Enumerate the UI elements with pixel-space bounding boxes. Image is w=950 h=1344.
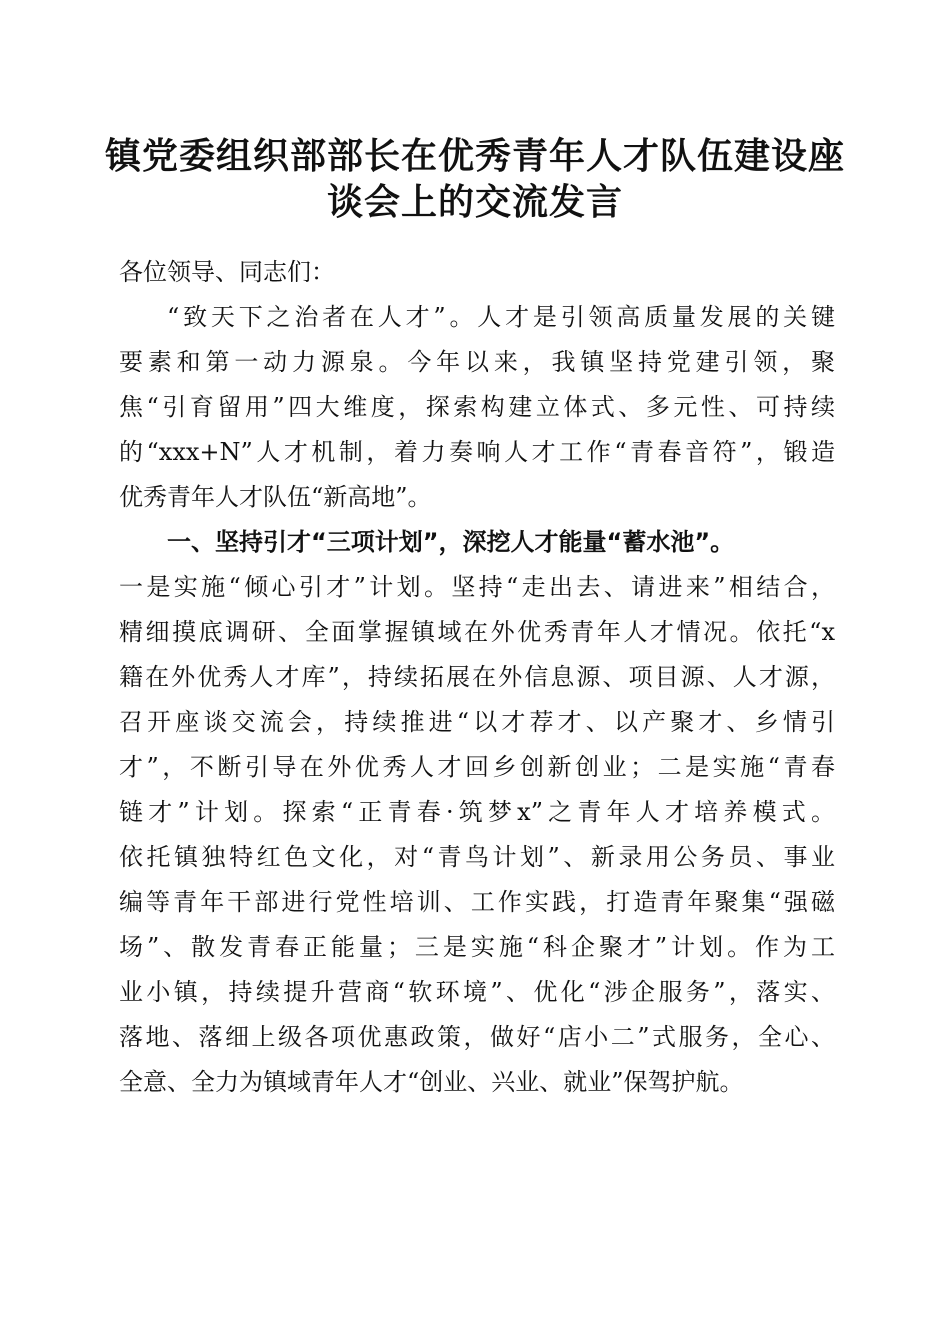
intro-paragraph [119, 295, 835, 520]
section-1-line: 召开座谈交流会，持续推进“以才荐才、以产聚才、乡情引 [119, 708, 835, 736]
salutation: 各位领导、同志们： [119, 258, 335, 286]
section-1-line: 依托镇独特红色文化，对“青鸟计划”、新录用公务员、事业 [119, 843, 835, 871]
section-1-heading: 一、坚持引才“三项计划”，深挖人才能量“蓄水池”。 [167, 528, 735, 556]
section-1-line: 才”，不断引导在外优秀人才回乡创新创业；二是实施“青春 [119, 753, 835, 781]
section-1 [119, 520, 835, 1105]
section-1-line: 落地、落细上级各项优惠政策，做好“店小二”式服务，全心、 [119, 1023, 835, 1051]
section-1-line: 链才”计划。探索“正青春·筑梦x”之青年人才培养模式。 [119, 798, 835, 826]
section-1-line: 场”、散发青春正能量；三是实施“科企聚才”计划。作为工 [119, 933, 835, 961]
title-line-2: 谈会上的交流发言 [326, 181, 623, 223]
intro-line: 要素和第一动力源泉。今年以来，我镇坚持党建引领，聚 [119, 348, 835, 376]
intro-line: 优秀青年人才队伍“新高地”。 [119, 483, 432, 511]
section-1-line: 籍在外优秀人才库”，持续拓展在外信息源、项目源、人才源， [119, 663, 835, 691]
section-1-line: 精细摸底调研、全面掌握镇域在外优秀青年人才情况。依托“x [119, 618, 835, 646]
intro-line: 焦“引育留用”四大维度，探索构建立体式、多元性、可持续 [119, 393, 835, 421]
document-title [100, 133, 850, 225]
intro-line: 的“xxx+N”人才机制，着力奏响人才工作“青春音符”，锻造 [119, 438, 835, 466]
section-1-line: 全意、全力为镇域青年人才“创业、兴业、就业”保驾护航。 [119, 1068, 744, 1096]
title-line-1: 镇党委组织部部长在优秀青年人才队伍建设座 [104, 135, 845, 177]
section-1-line: 业小镇，持续提升营商“软环境”、优化“涉企服务”，落实、 [119, 978, 835, 1006]
document-body [119, 250, 835, 1105]
intro-line: “致天下之治者在人才”。人才是引领高质量发展的关键 [167, 303, 835, 331]
section-1-line: 一是实施“倾心引才”计划。坚持“走出去、请进来”相结合， [119, 573, 835, 601]
section-1-line: 编等青年干部进行党性培训、工作实践，打造青年聚集“强磁 [119, 888, 835, 916]
